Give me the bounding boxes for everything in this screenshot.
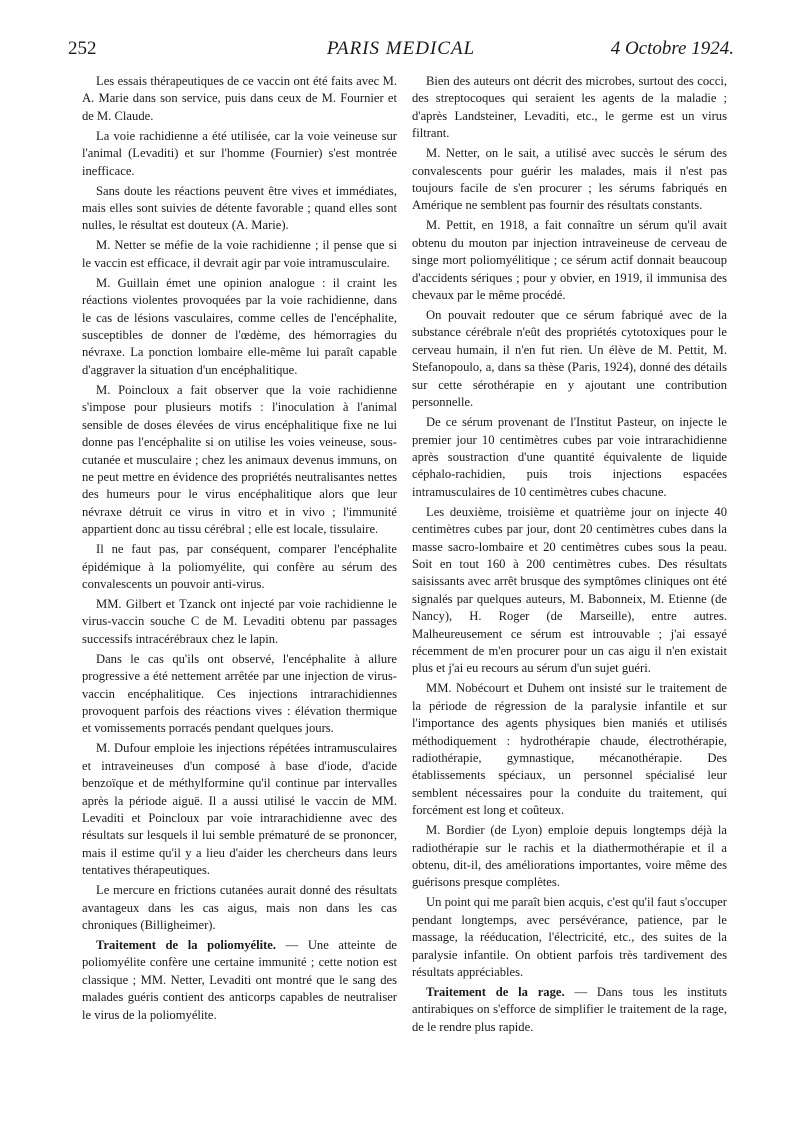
section-paragraph: [412, 984, 727, 1036]
paragraph: Bien des auteurs ont décrit des microbes, surtout des cocci, des streptocoques qui seraient les agents de la maladie ; d'après Landsteiner, Levaditi, etc., le germe est un virus filtrant.: [412, 74, 727, 141]
left-column: [82, 73, 397, 1027]
paragraph: M. Poincloux a fait observer que la voie rachidienne s'impose pour plusieurs motifs : l'inoculation à l'animal sensible de doses élevées de virus encéphalitique fixe ne lui donne pas l'encéphalite si on utilise les voies veineuse, sous-cutanée et musculaire ; chez les animaux devenus immuns, on ne peut mettre en évidence des propriétés neutralisantes nettes des humeurs pour le virus encéphalitique alors que leur névraxe détruit ce virus in vitro et in vivo ; l'immunité appartient donc au tissu cérébral ; elle est locale, tissulaire.: [82, 382, 397, 537]
paragraph: Il ne faut pas, par conséquent, comparer l'encéphalite épidémique à la poliomyélite, qui confère au sérum des convalescents un pouvoir anti-virus.: [82, 542, 397, 591]
paragraph: MM. Gilbert et Tzanck ont injecté par voie rachidienne le virus-vaccin souche C de M. Levaditi obtenu par passages successifs intracérébraux chez le lapin.: [82, 596, 397, 646]
paragraph: M. Bordier (de Lyon) emploie depuis longtemps déjà la radiothérapie sur le rachis et la diathermothérapie et il a obtenu, dit-il, des améliorations importantes, voire même des guérisons presque complètes.: [412, 823, 727, 890]
paragraph: On pouvait redouter que ce sérum fabriqué avec de la substance cérébrale n'eût des propriétés cytotoxiques pour le cerveau humain, il n'en fut rien. Un élève de M. Pettit, M. Stefanopoulo, a, dans sa thèse (Paris, 1924), donné des détails sur cette sérothérapie en y ajoutant une contribution personnelle.: [412, 308, 727, 410]
paragraph: M. Pettit, en 1918, a fait connaître un sérum qu'il avait obtenu du mouton par injection intraveineuse de cerveau de singe mort poliomyélitique ; ce sérum actif donnait beaucoup d'accidents sériques ; pour y obvier, en 1919, il immunisa des chevaux par le même procédé.: [412, 218, 727, 303]
paragraph: Sans doute les réactions peuvent être vives et immédiates, mais elles sont suivies de détente favorable ; quand elles sont nulles, le résultat est douteux (A. Marie).: [82, 183, 397, 233]
paragraph: Le mercure en frictions cutanées aurait donné des résultats avantageux dans les cas aigus, mais non dans les cas chroniques (Billigheimer).: [82, 883, 397, 933]
paragraph: M. Dufour emploie les injections répétées intramusculaires et intraveineuses d'un composé à base d'iode, d'acide benzoïque et de méthylformine qu'il continue par intervalles après la période aiguë. Il a aussi utilisé le vaccin de MM. Levaditi et Poincloux par voie intrarachidienne avec des résultats sur lesquels il lui semble prématuré de se prononcer, mais il estime qu'il y a lieu d'aider les chercheurs dans leurs tentatives thérapeutiques.: [82, 741, 397, 878]
section-heading: Traitement de la rage.: [426, 985, 565, 1000]
right-column: [412, 73, 727, 1039]
paragraph: M. Netter, on le sait, a utilisé avec succès le sérum des convalescents pour guérir les malades, mais il n'est pas toujours facile de s'en procurer ; les sérums fabriqués en Amérique ne semblent pas fournir des résultats constants.: [412, 146, 727, 213]
section-heading: Traitement de la poliomyélite.: [96, 938, 277, 953]
paragraph: M. Guillain émet une opinion analogue : il craint les réactions violentes provoquées par la voie rachidienne, dans le cas de lésions vasculaires, comme celles de l'encéphalite, susceptibles de donner de l'œdème, des hémorragies du névraxe. La ponction lombaire elle-même lui paraît capable d'aggraver la situation d'un encéphalitique.: [82, 275, 397, 377]
paragraph: De ce sérum provenant de l'Institut Pasteur, on injecte le premier jour 10 centimètres cubes par voie intrarachidienne après soustraction d'une quantité équivalente de liquide céphalo-rachidien, puis trois injections espacées intramusculaires de 10 centimètres cubes chacune.: [412, 415, 727, 499]
page-header: [68, 38, 734, 64]
section-paragraph: [82, 937, 397, 1024]
paragraph: Dans le cas qu'ils ont observé, l'encéphalite à allure progressive a été nettement arrêtée par une injection de virus-vaccin encéphalitique. Ces injections intrarachidiennes provoquent parfois des réactions vives : élévation thermique et vomissements porracés pendant quelques jours.: [82, 651, 397, 736]
paragraph: Les deuxième, troisième et quatrième jour on injecte 40 centimètres cubes par jour, dont 20 centimètres cubes dans la masse sacro-lombaire et 20 centimètres cubes sous la peau. Soit en tout 160 à 200 centimètres cubes. Des résultats saisissants avec arrêt brusque des symptômes cliniques ont été signalés par quelques auteurs, M. Babonneix, M. Etienne (de Nancy), H. Roger (de Marseille), entre autres. Malheureusement ce sérum est introuvable ; j'ai essayé récemment de m'en procurer pour un cas aigu il n'en existait plus et j'ai eu recours au sérum d'un sujet guéri.: [412, 504, 727, 676]
paragraph: La voie rachidienne a été utilisée, car la voie veineuse sur l'animal (Levaditi) et sur l'homme (Fournier) s'est montrée inefficace.: [82, 128, 397, 178]
page-number: 252: [68, 38, 97, 59]
journal-title: PARIS MEDICAL: [326, 38, 476, 59]
section-text: — Une atteinte de poliomyélite confère une certaine immunité ; cette notion est classique ; MM. Netter, Levaditi ont montré que le sang des malades guéris contient des anticorps capables de neutraliser le virus de la poliomyélite.: [82, 938, 397, 1022]
paragraph: M. Netter se méfie de la voie rachidienne ; il pense que si le vaccin est efficace, il devrait agir par voie intramusculaire.: [82, 238, 397, 270]
issue-date: 4 Octobre 1924.: [610, 38, 734, 59]
paragraph: MM. Nobécourt et Duhem ont insisté sur le traitement de la période de régression de la paralysie infantile et sur l'importance des agents physiques bien maniés et utilisés méthodiquement : hydrothérapie chaude, électrothérapie, radiothérapie, gymnastique, mécanothérapie. Des établissements spéciaux, un personnel spécialisé leur semblent nécessaires pour la conduite du traitement, qui forcément est long et coûteux.: [412, 681, 727, 818]
paragraph: Un point qui me paraît bien acquis, c'est qu'il faut s'occuper pendant longtemps, avec persévérance, patience, par le massage, la rééducation, l'électricité, etc., des suites de la paralysie infantile. On obtient parfois très tardivement des résultats appréciables.: [412, 895, 727, 980]
section-text: — Dans tous les instituts antirabiques on s'efforce de simplifier le traitement de la rage, de le rendre plus rapide.: [412, 985, 728, 1034]
paragraph: Les essais thérapeutiques de ce vaccin ont été faits avec M. A. Marie dans son service, puis dans ceux de M. Fournier et de M. Claude.: [82, 74, 397, 123]
